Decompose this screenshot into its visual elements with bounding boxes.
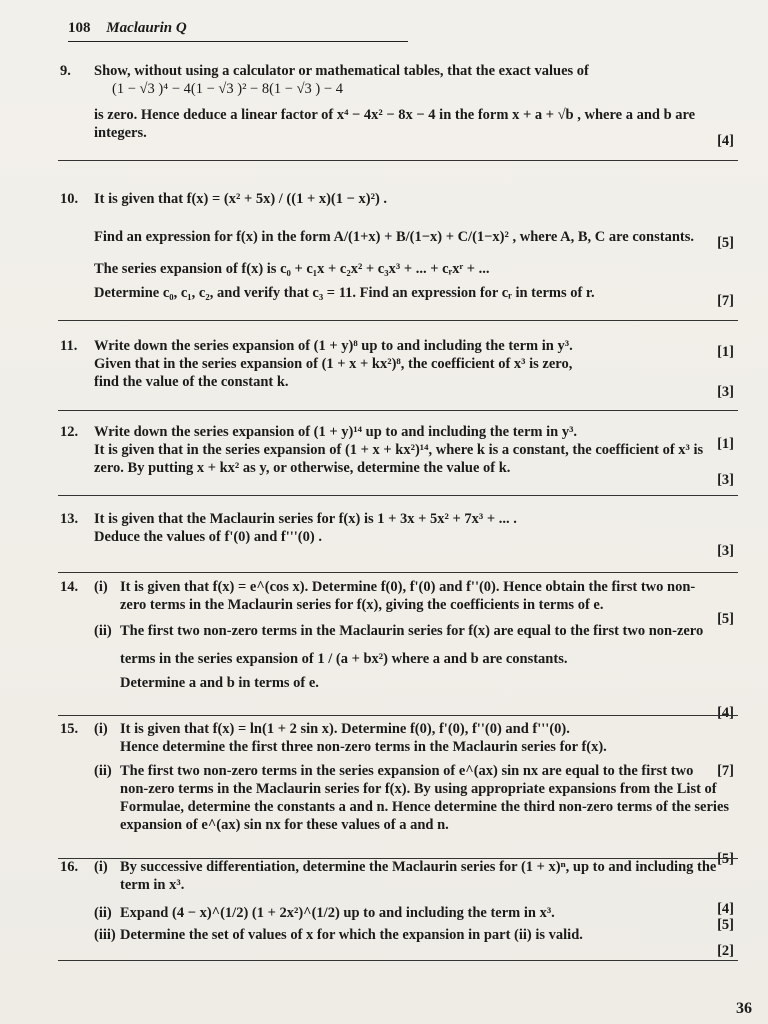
question-mark: [5] — [717, 235, 734, 251]
question-mark: [5] — [717, 611, 734, 627]
question-divider — [58, 960, 738, 961]
question-divider — [58, 320, 738, 321]
question-part-iii — [94, 926, 736, 959]
question-mark: [5] — [717, 851, 734, 867]
question-text-line: Write down the series expansion of (1 + y)¹⁴ up to and including the term in y³. — [94, 424, 578, 440]
question-mark: [3] — [717, 543, 734, 559]
question-part-ii — [94, 904, 736, 933]
question-text-line: The first two non-zero terms in the Maclaurin series for f(x) are equal to the first two non-zero — [120, 623, 704, 639]
question-text-line: It is given that f(x) = ln(1 + 2 sin x). Determine f(0), f'(0), f''(0) and f'''(0). — [120, 721, 570, 737]
question-text-line: integers. — [94, 125, 147, 141]
corner-mark: 36 — [736, 1000, 752, 1017]
question-text-line: By successive differentiation, determine the Maclaurin series for (1 + x)ⁿ, up to and including the — [120, 859, 717, 875]
question-text-line: is zero. Hence deduce a linear factor of x⁴ − 4x² − 8x − 4 in the form x + a + √b , where a and b are — [94, 107, 696, 123]
question-text-line: Given that in the series expansion of (1 + x + kx²)⁸, the coefficient of x³ is zero, — [94, 356, 573, 372]
question-text-line: The first two non-zero terms in the series expansion of e^(ax) sin nx are equal to the first two — [120, 763, 694, 779]
question-text-line: find the value of the constant k. — [94, 374, 289, 390]
question-divider — [58, 410, 738, 411]
question-expression: (1 − √3 )⁴ − 4(1 − √3 )² − 8(1 − √3 ) − 4 — [112, 81, 343, 97]
part-label: (ii) — [94, 905, 112, 921]
question-text-line: The series expansion of f(x) is c₀ + c₁x + c₂x² + c₃x³ + ... + cᵣxʳ + ... — [94, 261, 490, 277]
question-number: 15. — [60, 721, 79, 737]
question-divider — [58, 160, 738, 161]
page-header — [68, 20, 408, 42]
question-number: 16. — [60, 859, 79, 875]
page-title: Maclaurin Q — [106, 20, 187, 36]
part-label: (i) — [94, 721, 108, 737]
question-text-line: term in x³. — [120, 877, 185, 893]
question-divider — [58, 715, 738, 716]
question-part-ii — [94, 622, 736, 721]
part-label: (i) — [94, 859, 108, 875]
question-text-line: zero. By putting x + kx² as y, or otherwise, determine the value of k. — [94, 460, 511, 476]
question-mark: [4] — [717, 705, 734, 721]
question-text-line: Formulae, determine the constants a and n. Hence determine the third non-zero terms of the series — [120, 799, 730, 815]
question-divider — [58, 495, 738, 496]
question-number: 9. — [60, 63, 71, 79]
question-mark: [3] — [717, 384, 734, 400]
question-text-line: Hence determine the first three non-zero terms in the Maclaurin series for f(x). — [120, 739, 607, 755]
question-mark: [7] — [717, 763, 734, 779]
part-label: (ii) — [94, 623, 112, 639]
question-text-line: terms in the series expansion of 1 / (a + bx²) where a and b are constants. — [120, 651, 568, 667]
question-number: 11. — [60, 338, 78, 354]
question-text-line: It is given that f(x) = e^(cos x). Determine f(0), f'(0) and f''(0). Hence obtain the first two non- — [120, 579, 696, 595]
question-text-line: Find an expression for f(x) in the form A/(1+x) + B/(1−x) + C/(1−x)² , where A, B, C are constants. — [94, 229, 694, 245]
part-label: (iii) — [94, 927, 116, 943]
question-text-line: Expand (4 − x)^(1/2) (1 + 2x²)^(1/2) up to and including the term in x³. — [120, 905, 555, 921]
question-mark: [4] — [717, 133, 734, 149]
question-text-line: It is given that f(x) = (x² + 5x) / ((1 + x)(1 − x)²) . — [94, 191, 388, 207]
question-text-line: Show, without using a calculator or mathematical tables, that the exact values of — [94, 63, 589, 79]
question-text-line: zero terms in the Maclaurin series for f(x), giving the coefficients in terms of e. — [120, 597, 604, 613]
question-mark: [1] — [717, 436, 734, 452]
question-text-line: Determine a and b in terms of e. — [120, 675, 319, 691]
question-mark: [5] — [717, 917, 734, 933]
question-text-line: It is given that the Maclaurin series for f(x) is 1 + 3x + 5x² + 7x³ + ... . — [94, 511, 517, 527]
question-mark: [4] — [717, 901, 734, 917]
question-mark: [2] — [717, 943, 734, 959]
part-label: (ii) — [94, 763, 112, 779]
question-number: 10. — [60, 191, 79, 207]
question-text-line: non-zero terms in the Maclaurin series for f(x). By using appropriate expansions from the List of — [120, 781, 717, 797]
page-number: 108 — [68, 20, 91, 36]
question-text-line: It is given that in the series expansion of (1 + x + kx²)¹⁴, where k is a constant, the coefficient of x³ is — [94, 442, 704, 458]
question-mark: [7] — [717, 293, 734, 309]
question-text-line: Deduce the values of f'(0) and f'''(0) . — [94, 529, 322, 545]
question-part-i — [94, 578, 736, 627]
question-text-line: Determine c₀, c₁, c₂, and verify that c₃ = 11. Find an expression for cᵣ in terms of r. — [94, 285, 595, 301]
question-number: 12. — [60, 424, 79, 440]
question-mark: [3] — [717, 472, 734, 488]
question-divider — [58, 572, 738, 573]
question-mark: [1] — [717, 344, 734, 360]
question-text-line: expansion of e^(ax) sin nx for these values of a and n. — [120, 817, 449, 833]
part-label: (i) — [94, 579, 108, 595]
question-number: 13. — [60, 511, 79, 527]
question-text-line: Determine the set of values of x for which the expansion in part (ii) is valid. — [120, 927, 583, 943]
question-number: 14. — [60, 579, 79, 595]
question-text-line: Write down the series expansion of (1 + y)⁸ up to and including the term in y³. — [94, 338, 573, 354]
